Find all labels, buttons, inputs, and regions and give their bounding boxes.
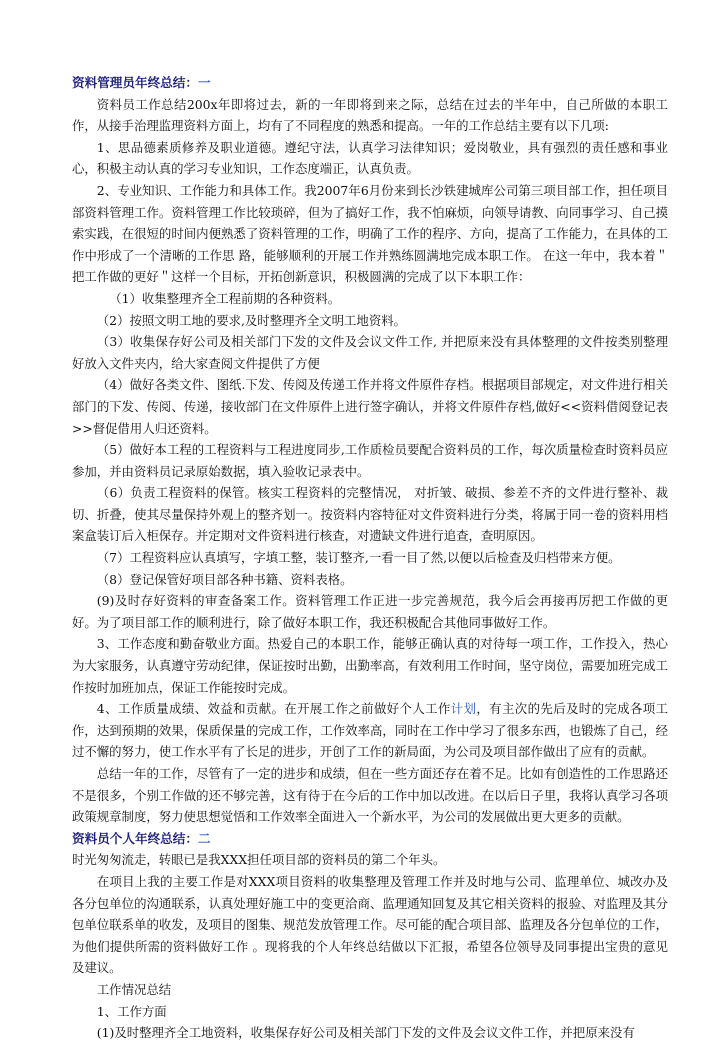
section2-subheading: 工作情况总结 bbox=[96, 981, 172, 997]
section2-title: 资料员个人年终总结： bbox=[72, 830, 198, 846]
point-4-text-end: ，有主次的先后及时的完成各项工作，达到预期的效果，保质保量的完成工作，工作效率高，同时在工作中学习了很多东西，也锻炼了自己，经过不懈的努力，使工作水平有了长足的进步，开创了工作的新局面，为公司及项目部作做出了应有的贡献。 bbox=[72, 701, 669, 760]
list-item: （3）收集保存好公司及相关部门下发的文件及会议文件工作, 并把原来没有具体整理的文件按类别整理好放入文件夹内，给大家查阅文件提供了方便 bbox=[72, 334, 668, 371]
section2-heading bbox=[72, 828, 668, 850]
list-item: （8）登记保管好项目部各种书籍、资料表格。 bbox=[96, 571, 353, 587]
list-item: （1）收集整理齐全工程前期的各种资料。 bbox=[109, 290, 341, 306]
plan-link[interactable]: 计划 bbox=[450, 701, 477, 717]
section1-item-9: (9)及时存好资料的审查备案工作。资料管理工作正进一步完善规范，我今后会再接再厉把工作做的更好。为了项目部工作的顺利进行，除了做好本职工作，我还积极配合其他同事做好工作。 bbox=[72, 593, 668, 630]
section1-paragraph: 1、思品德素质修养及职业道德。遵纪守法，认真学习法律知识；爱岗敬业，具有强烈的责任感和事业心，积极主动认真的学习专业知识，工作态度端正，认真负责。 bbox=[72, 139, 668, 177]
section1-paragraph: 资料员工作总结200x年即将过去，新的一年即将到来之际，总结在过去的半年中，自己所做的本职工作，从接手治理监理资料方面上，均有了不同程度的熟悉和提高。一年的工作总结主要有以下几项: bbox=[72, 96, 668, 134]
list-item: （4）做好各类文件、图纸.下发、传阅及传递工作并将文件原件存档。根据项目部规定，对文件进行相关部门的下发、传阅、传递，接收部门在文件原件上进行签字确认，并将文件原件存档,做好<<资料借阅登记表>>督促借用人归还资料。 bbox=[72, 377, 668, 436]
section2-paragraph: (1)及时整理齐全工地资料，收集保存好公司及相关部门下发的文件及会议文件工作，并把原来没有 bbox=[96, 1025, 635, 1041]
list-item: （2）按照文明工地的要求,及时整理齐全文明工地资料。 bbox=[96, 312, 406, 328]
list-item: （7）工程资料应认真填写，字填工整，装订整齐,一看一目了然,以便以后检查及归档带来方便。 bbox=[96, 550, 621, 566]
list-item: （6）负责工程资料的保管。核实工程资料的完整情况， 对折皱、破损、参差不齐的文件进行整补、裁切、折叠，使其尽量保持外观上的整齐划一。按资料内容特征对文件资料进行分类，将属于同一卷的资料用档案盒装订后入柜保存。并定期对文件资料进行核查，对遗缺文件进行追查，查明原因。 bbox=[72, 485, 668, 544]
section1-heading bbox=[72, 72, 668, 94]
section2-paragraph: 在项目上我的主要工作是对XXX项目资料的收集整理及管理工作并及时地与公司、监理单位、城改办及各分包单位的沟通联系，认真处理好施工中的变更洽商、监理通知回复及其它相关资料的报验、对监理及其分包单位联系单的收发，及项目的图集、规范发放管理工作。尽可能的配合项目部、监理及各分包单位的工作，为他们提供所需的资料做好工作 。现将我的个人年终总结做以下汇报，希望各位领导及同事提出宝贵的意见及建议。 bbox=[72, 873, 668, 976]
section1-summary: 总结一年的工作，尽管有了一定的进步和成绩，但在一些方面还存在着不足。比如有创造性的工作思路还不是很多，个别工作做的还不够完善，这有待于在今后的工作中加以改进。在以后日子里，我将认真学习各项政策规章制度，努力使思想觉悟和工作效率全面进入一个新水平，为公司的发展做出更大更多的贡献。 bbox=[72, 766, 668, 825]
point-4-text-start: 4、工作质量成绩、效益和贡献。在开展工作之前做好个人工作 bbox=[96, 701, 451, 717]
section2-intro: 时光匆匆流走，转眼已是我XXX担任项目部的资料员的第二个年头。 bbox=[72, 852, 446, 868]
list-item: （5）做好本工程的工程资料与工程进度同步,工作质检员要配合资料员的工作，每次质量检查时资料员应参加，并由资料员记录原始数据，填入验收记录表中。 bbox=[72, 442, 668, 479]
section2-title-number: 二 bbox=[197, 830, 211, 846]
section1-title: 资料管理员年终总结： bbox=[72, 75, 198, 90]
section1-point-3: 3、工作态度和勤奋敬业方面。热爱自己的本职工作，能够正确认真的对待每一项工作，工作投入，热心为大家服务，认真遵守劳动纪律，保证按时出勤，出勤率高，有效利用工作时间，坚守岗位，需要加班完成工作按时加班加点，保证工作能按时完成。 bbox=[72, 636, 668, 695]
section1-paragraph: 2、专业知识、工作能力和具体工作。我2007年6月份来到长沙铁建城库公司第三项目部工作，担任项目部资料管理工作。资料管理工作比较琐碎，但为了搞好工作，我不怕麻烦，向领导请教、向同事学习、自己摸索实践，在很短的时间内便熟悉了资料管理的工作，明确了工作的程序、方向，提高了工作能力，在具体的工作中形成了一个清晰的工作思 路，能够顺利的开展工作并熟练圆满地完成本职工作。 在这一年中，我本着＂把工作做的更好＂这样一个目标，开拓创新意识，积极圆满的完成了以下本职工作： bbox=[72, 182, 668, 285]
section2-subheading: 1、工作方面 bbox=[96, 1003, 167, 1019]
section1-title-number: 一 bbox=[197, 75, 211, 90]
section1-point-4 bbox=[72, 698, 668, 763]
